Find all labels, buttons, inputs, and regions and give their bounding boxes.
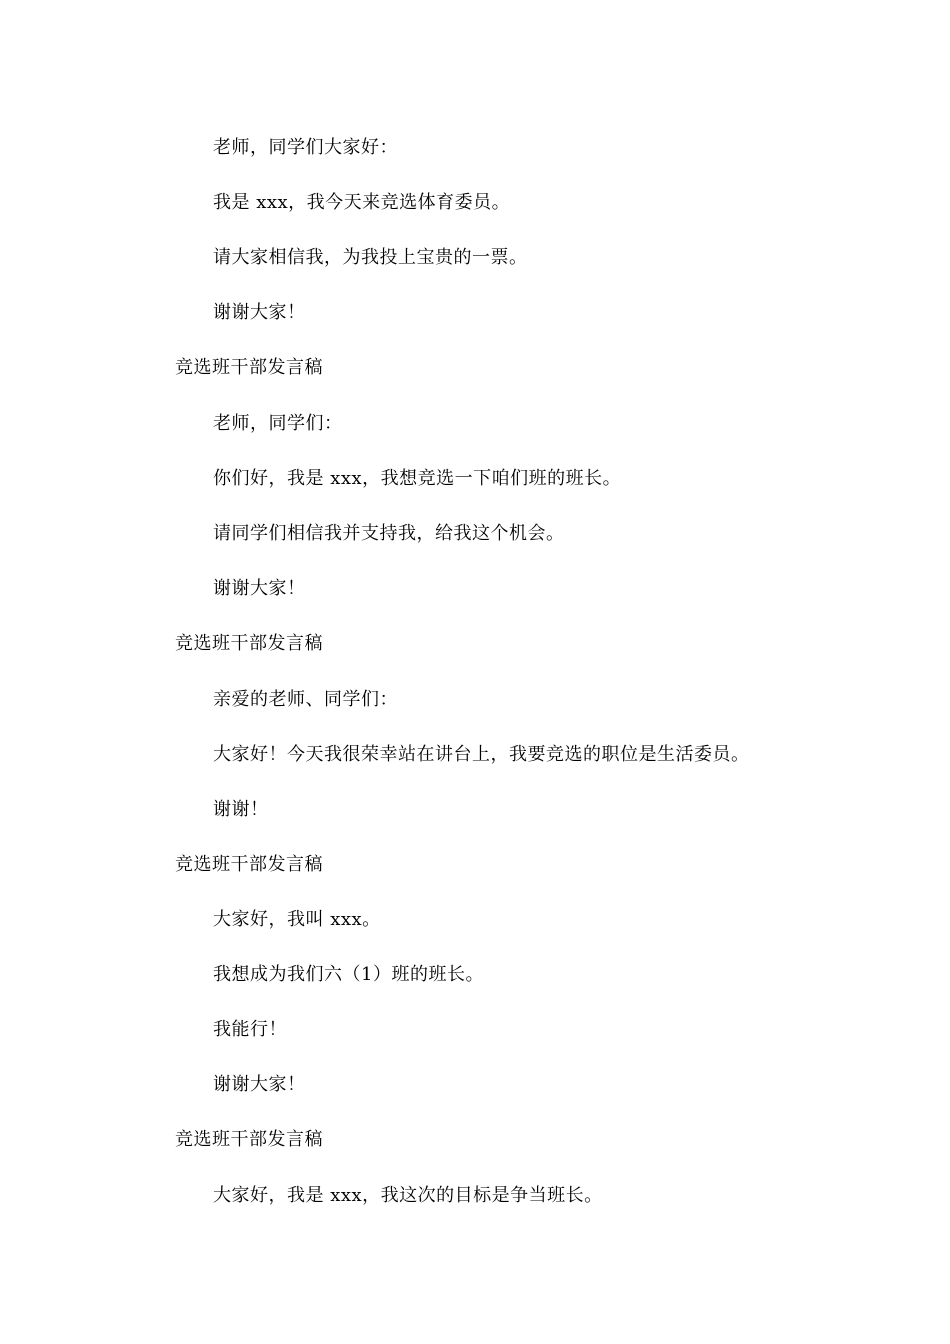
section-heading: 竞选班干部发言稿 bbox=[175, 633, 323, 654]
paragraph: 你们好，我是 xxx，我想竞选一下咱们班的班长。 bbox=[213, 468, 622, 489]
paragraph: 谢谢大家！ bbox=[213, 578, 306, 599]
paragraph: 我是 xxx，我今天来竞选体育委员。 bbox=[213, 192, 511, 213]
paragraph: 老师，同学们大家好： bbox=[213, 137, 398, 158]
paragraph: 谢谢大家！ bbox=[213, 1074, 306, 1095]
paragraph: 老师，同学们： bbox=[213, 413, 343, 434]
paragraph: 我能行！ bbox=[213, 1019, 287, 1040]
paragraph: 我想成为我们六（1）班的班长。 bbox=[213, 964, 484, 985]
section-heading: 竞选班干部发言稿 bbox=[175, 854, 323, 875]
paragraph: 大家好，我是 xxx，我这次的目标是争当班长。 bbox=[213, 1185, 603, 1206]
paragraph: 谢谢大家！ bbox=[213, 302, 306, 323]
paragraph: 大家好！今天我很荣幸站在讲台上，我要竞选的职位是生活委员。 bbox=[213, 744, 750, 765]
section-heading: 竞选班干部发言稿 bbox=[175, 1129, 323, 1150]
paragraph: 谢谢！ bbox=[213, 799, 269, 820]
paragraph: 大家好，我叫 xxx。 bbox=[213, 909, 381, 930]
paragraph: 亲爱的老师、同学们： bbox=[213, 689, 398, 710]
section-heading: 竞选班干部发言稿 bbox=[175, 357, 323, 378]
paragraph: 请大家相信我，为我投上宝贵的一票。 bbox=[213, 247, 528, 268]
paragraph: 请同学们相信我并支持我，给我这个机会。 bbox=[213, 523, 565, 544]
